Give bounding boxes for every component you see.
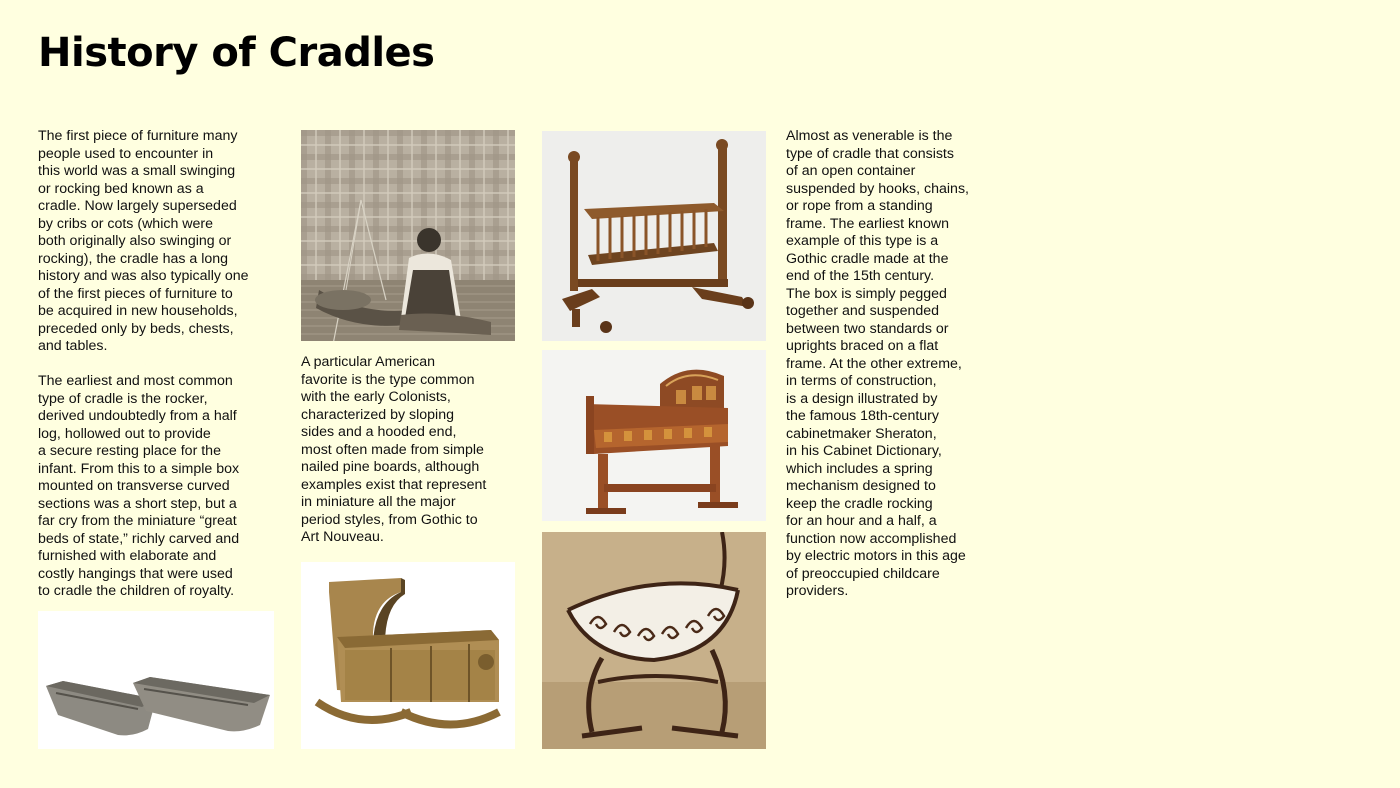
- historic-photo-hanging-cradle: [301, 130, 515, 341]
- spindle-cradle-image: [542, 131, 766, 341]
- gothic-hooded-cradle-image: [542, 350, 766, 521]
- hooded-pine-cradle-image: [301, 562, 515, 749]
- page-title: History of Cradles: [38, 30, 435, 76]
- american-cradle-paragraph: A particular American favorite is the type common with the early Colonists, characterized by sloping sides and a hooded end, most often made from simple nailed pine boards, although examples exist that represent in miniature all the major period styles, from Gothic to Art Nouveau.: [301, 354, 487, 545]
- intro-paragraph: The first piece of furniture many people used to encounter in this world was a small swinging or rocking bed known as a cradle. Now largely superseded by cribs or cots (which were both originally also swinging or rocking), the cradle has a long history and was also typically one of the first pieces of furniture to be acquired in new households, preceded only by beds, chests, and tables.: [38, 128, 249, 354]
- bentwood-cradle-image: [542, 532, 766, 749]
- log-cradles-image: [38, 611, 274, 749]
- rocker-paragraph: The earliest and most common type of cradle is the rocker, derived undoubtedly from a half log, hollowed out to provide a secure resting place for the infant. From this to a simple box mounted on transverse curved sections was a short step, but a far cry from the miniature “great beds of state,” richly carved and furnished with elaborate and costly hangings that were used to cradle the children of royalty.: [38, 373, 240, 599]
- suspended-cradle-paragraph: Almost as venerable is the type of cradle that consists of an open container suspended by hooks, chains, or rope from a standing frame. The earliest known example of this type is a Gothic cradle made at the end of the 15th century. The box is simply pegged together and suspended between two standards or uprights braced on a flat frame. At the other extreme, in terms of construction, is a design illustrated by the famous 18th-century cabinetmaker Sheraton, in his Cabinet Dictionary, which includes a spring mechanism designed to keep the cradle rocking for an hour and a half, a function now accomplished by electric motors in this age of preoccupied childcare providers.: [786, 128, 969, 599]
